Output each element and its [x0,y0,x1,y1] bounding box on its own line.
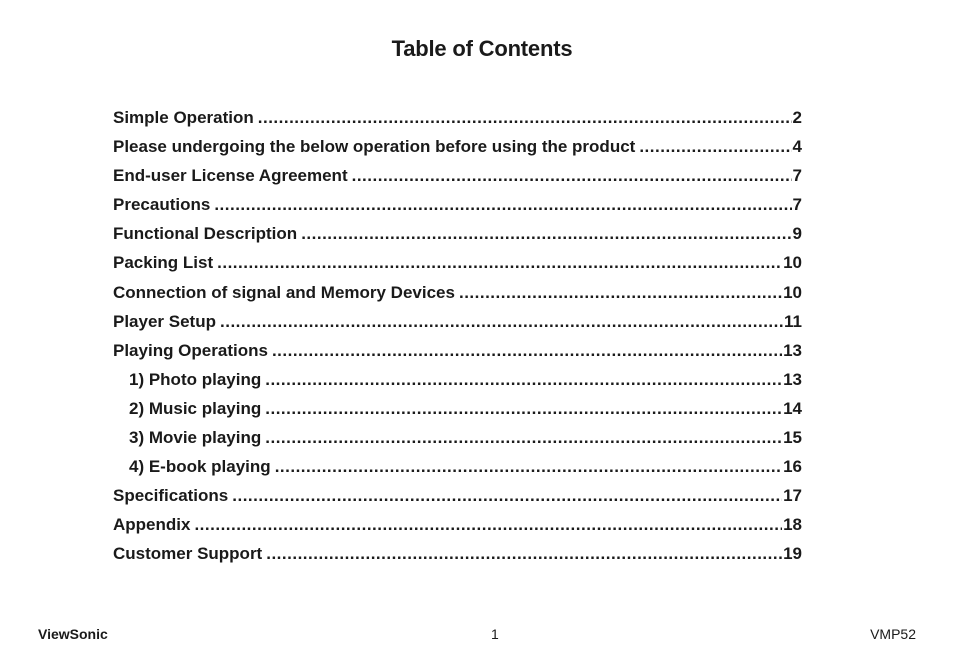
toc-dot-leader [220,312,783,332]
footer-page-number: 1 [491,626,499,642]
toc-entry-customer-support[interactable] [113,544,802,573]
toc-entry-label: Player Setup [113,311,216,331]
toc-entry-label: 4) E-book playing [129,457,271,477]
toc-entry-label: Please undergoing the below operation before using the product [113,137,636,157]
toc-entry-page: 19 [783,544,802,564]
toc-entry-label: Connection of signal and Memory Devices [113,282,455,302]
toc-dot-leader [301,224,791,244]
toc-entry-page: 13 [783,369,802,389]
toc-entry-label: 1) Photo playing [129,369,262,389]
toc-entry-page: 2 [792,108,802,127]
toc-entry-page: 4 [792,137,802,157]
toc-dot-leader [459,283,782,303]
toc-entry-license-agreement[interactable] [113,166,802,195]
toc-entry-page: 9 [792,224,802,244]
toc-dot-leader [275,457,782,477]
toc-dot-leader [639,137,791,157]
toc-dot-leader [214,195,791,215]
toc-entry-page: 14 [783,398,802,418]
toc-entry-player-setup[interactable] [113,312,802,341]
toc-list [113,108,802,574]
toc-entry-page: 16 [783,457,802,477]
toc-dot-leader [217,253,782,273]
toc-entry-specifications[interactable] [113,486,802,515]
toc-dot-leader [265,399,782,419]
toc-entry-connection[interactable] [113,283,802,312]
toc-entry-label: Appendix [113,515,191,535]
toc-entry-page: 13 [783,340,802,360]
toc-entry-page: 17 [783,486,802,506]
toc-entry-label: Simple Operation [113,108,254,127]
footer-model: VMP52 [870,626,916,642]
toc-entry-page: 18 [783,515,802,535]
toc-entry-label: 2) Music playing [129,398,262,418]
toc-entry-page: 10 [783,253,802,273]
toc-entry-music-playing[interactable] [113,399,802,428]
toc-dot-leader [265,428,782,448]
toc-entry-label: Functional Description [113,224,298,244]
toc-entry-label: Precautions [113,195,211,215]
toc-dot-leader [352,166,792,186]
toc-entry-label: End-user License Agreement [113,166,348,186]
toc-entry-page: 10 [783,282,802,302]
toc-dot-leader [265,370,782,390]
toc-entry-label: Playing Operations [113,340,268,360]
toc-entry-movie-playing[interactable] [113,428,802,457]
toc-dot-leader [232,486,782,506]
toc-dot-leader [194,515,782,535]
toc-entry-label: Specifications [113,486,229,506]
toc-entry-photo-playing[interactable] [113,370,802,399]
toc-entry-label: Customer Support [113,544,263,564]
toc-entry-ebook-playing[interactable] [113,457,802,486]
toc-entry-appendix[interactable] [113,515,802,544]
toc-entry-page: 7 [792,166,802,186]
toc-dot-leader [258,108,792,128]
toc-entry-simple-operation[interactable] [113,108,802,137]
toc-entry-playing-operations[interactable] [113,341,802,370]
toc-entry-packing-list[interactable] [113,253,802,282]
toc-dot-leader [266,544,782,564]
toc-entry-label: 3) Movie playing [129,428,262,448]
toc-entry-page: 11 [784,311,802,331]
toc-entry-before-using[interactable] [113,137,802,166]
toc-entry-label: Packing List [113,253,214,273]
toc-dot-leader [272,341,782,361]
footer-brand: ViewSonic [38,626,108,642]
page-title: Table of Contents [391,36,573,61]
page-footer [38,626,916,646]
toc-entry-precautions[interactable] [113,195,802,224]
toc-entry-page: 15 [783,428,802,448]
toc-entry-functional-description[interactable] [113,224,802,253]
toc-entry-page: 7 [792,195,802,215]
